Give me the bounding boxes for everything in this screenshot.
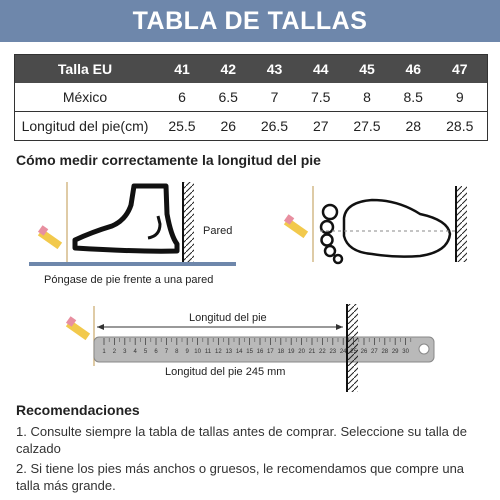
row-label: Longitud del pie(cm) (21, 118, 149, 134)
ruler-number: 4 (133, 349, 137, 355)
ruler-number: 18 (277, 349, 285, 355)
ruler-number: 8 (175, 349, 179, 355)
ruler-number: 1 (102, 349, 106, 355)
ruler-number: 29 (391, 349, 399, 355)
ruler-number: 7 (164, 349, 169, 355)
table-cell: 28.5 (446, 118, 474, 134)
ruler-number: 22 (319, 349, 326, 355)
ruler-hole (419, 344, 429, 354)
table-cell: 8 (340, 83, 394, 112)
ruler-number: 30 (402, 349, 409, 355)
table-cell: 6.5 (209, 83, 248, 112)
toe-icon (334, 255, 342, 263)
toe-icon (325, 246, 335, 256)
measure-section-title: Cómo medir correctamente la longitud del pie (16, 152, 321, 168)
toe-icon (322, 235, 333, 246)
arrow-head-left (97, 324, 104, 330)
ruler-number: 17 (267, 349, 274, 355)
table-cell: 7 (248, 83, 302, 112)
wall-hatch (457, 186, 467, 262)
pencil-icon (66, 316, 90, 340)
ruler-number: 27 (371, 349, 378, 355)
table-cell: 47 (433, 55, 488, 84)
ruler-number: 9 (185, 349, 189, 355)
top-view-foot-diagram (284, 186, 467, 263)
table-cell: 28 (405, 118, 422, 134)
ruler-number: 11 (204, 349, 212, 355)
table-cell: 27 (312, 118, 329, 134)
toe-icon (323, 205, 337, 219)
pencil-icon (38, 225, 62, 249)
table-cell: 43 (248, 55, 302, 84)
table-cell: 44 (301, 55, 340, 84)
row-label: México (15, 83, 156, 112)
stand-caption: Póngase de pie frente a una pared (44, 274, 214, 286)
wall-hatch (348, 304, 358, 392)
ruler-number: 10 (194, 349, 201, 355)
table-cell: 7.5 (301, 83, 340, 112)
table-cell: 6 (155, 83, 209, 112)
table-cell: 27.5 (353, 118, 381, 134)
recommendation-item: 2. Si tiene los pies más anchos o gruesos, le recomendamos que compre una talla más grande. (16, 461, 465, 493)
ruler-number: 20 (298, 349, 305, 355)
ruler-number: 14 (235, 349, 243, 355)
wall-label: Pared (203, 225, 233, 237)
ruler-number: 26 (360, 349, 368, 355)
ruler-number: 6 (154, 349, 158, 355)
length-label: Longitud del pie (189, 312, 267, 324)
recommendation-item: 1. Consulte siempre la tabla de tallas antes de comprar. Seleccione su talla de calzado (16, 424, 467, 456)
pencil-icon (284, 214, 308, 238)
ruler-number: 23 (329, 349, 337, 355)
arrow-head-right (336, 324, 343, 330)
table-cell: 8.5 (394, 83, 433, 112)
ruler-number: 2 (112, 349, 117, 355)
table-cell: 26 (220, 118, 237, 134)
ruler-number: 12 (215, 349, 222, 355)
side-view-foot-diagram (29, 182, 236, 266)
wall-hatch (184, 182, 194, 262)
table-cell: 9 (433, 83, 488, 112)
ruler-number: 5 (143, 349, 148, 355)
ruler-number: 16 (256, 349, 264, 355)
ruler-number: 3 (123, 349, 127, 355)
ruler-number: 13 (225, 349, 233, 355)
ruler-number: 24 (339, 349, 347, 355)
table-cell: 45 (340, 55, 394, 84)
foot-sole-icon (344, 200, 450, 257)
foot-ankle-line (148, 216, 160, 238)
foot-side-icon (75, 186, 177, 251)
table-cell: 25.5 (168, 118, 196, 134)
floor-line (29, 262, 236, 266)
table-cell: 26.5 (260, 118, 289, 134)
page-title: TABLA DE TALLAS (132, 6, 368, 35)
ruler-number: 21 (308, 349, 316, 355)
ruler-number: 28 (381, 349, 389, 355)
recommendations-title: Recomendaciones (16, 402, 140, 418)
ruler-caption: Longitud del pie 245 mm (165, 366, 286, 378)
ruler-number: 19 (287, 349, 295, 355)
row-label: Talla EU (15, 55, 156, 84)
table-cell: 42 (209, 55, 248, 84)
ruler-number: 15 (246, 349, 253, 355)
table-cell: 41 (155, 55, 209, 84)
table-cell: 46 (394, 55, 433, 84)
